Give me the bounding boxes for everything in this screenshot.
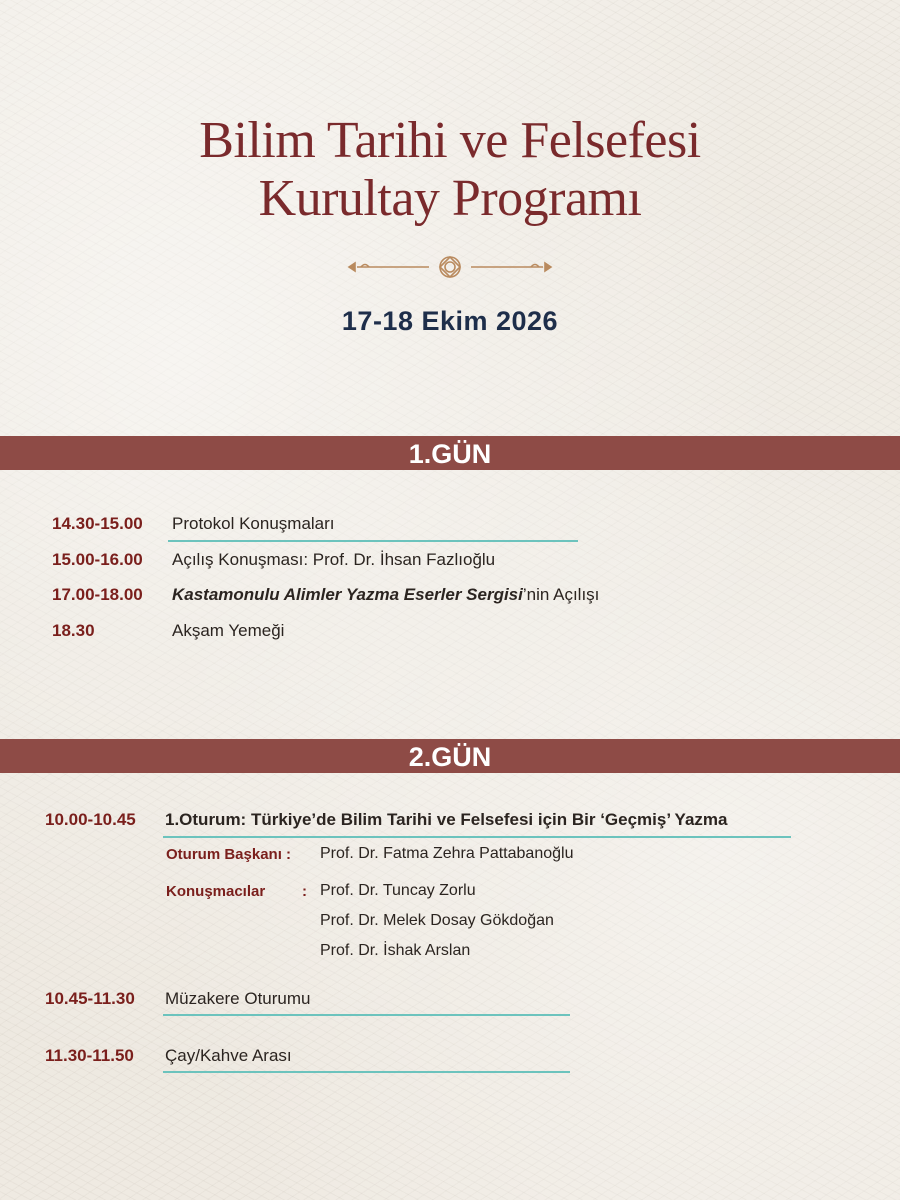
day1-item: Açılış Konuşması: Prof. Dr. İhsan Fazlıoğlu <box>172 550 496 569</box>
chair-label: Oturum Başkanı : <box>166 846 292 863</box>
page-title-line2: Kurultay Programı <box>258 170 642 227</box>
exhibition-suffix: ’nin Açılışı <box>522 585 600 604</box>
day1-header: 1.GÜN <box>0 436 900 470</box>
day2-item: Müzakere Oturumu <box>165 989 311 1008</box>
underline <box>163 1071 570 1073</box>
day2-time: 10.00-10.45 <box>45 810 136 829</box>
page-title-line1: Bilim Tarihi ve Felsefesi <box>199 112 701 169</box>
underline <box>163 1014 570 1016</box>
event-date: 17-18 Ekim 2026 <box>341 306 559 336</box>
session-chair: Prof. Dr. Fatma Zehra Pattabanoğlu <box>320 845 574 862</box>
speaker: Prof. Dr. Melek Dosay Gökdoğan <box>320 912 554 929</box>
day1-item <box>172 585 599 605</box>
underline <box>168 540 578 542</box>
day1-time: 15.00-16.00 <box>52 550 143 569</box>
day1-time: 17.00-18.00 <box>52 585 143 604</box>
session-title: 1.Oturum: Türkiye’de Bilim Tarihi ve Felsefesi için Bir ‘Geçmiş’ Yazma <box>165 810 728 829</box>
speakers-colon: : <box>302 883 307 900</box>
speaker: Prof. Dr. İshak Arslan <box>320 942 471 959</box>
exhibition-title: Kastamonulu Alimler Yazma Eserler Sergisi <box>172 585 523 604</box>
day1-item: Akşam Yemeği <box>172 621 285 640</box>
day2-time: 10.45-11.30 <box>45 989 135 1008</box>
ornament-divider-icon <box>345 254 555 280</box>
underline <box>163 836 791 838</box>
day2-time: 11.30-11.50 <box>45 1046 134 1065</box>
speaker: Prof. Dr. Tuncay Zorlu <box>320 882 476 899</box>
day1-time: 18.30 <box>52 621 95 640</box>
day2-item: Çay/Kahve Arası <box>165 1046 292 1065</box>
day1-item: Protokol Konuşmaları <box>172 514 335 533</box>
day2-header: 2.GÜN <box>0 739 900 773</box>
day1-time: 14.30-15.00 <box>52 514 143 533</box>
speakers-label: Konuşmacılar <box>166 883 266 900</box>
